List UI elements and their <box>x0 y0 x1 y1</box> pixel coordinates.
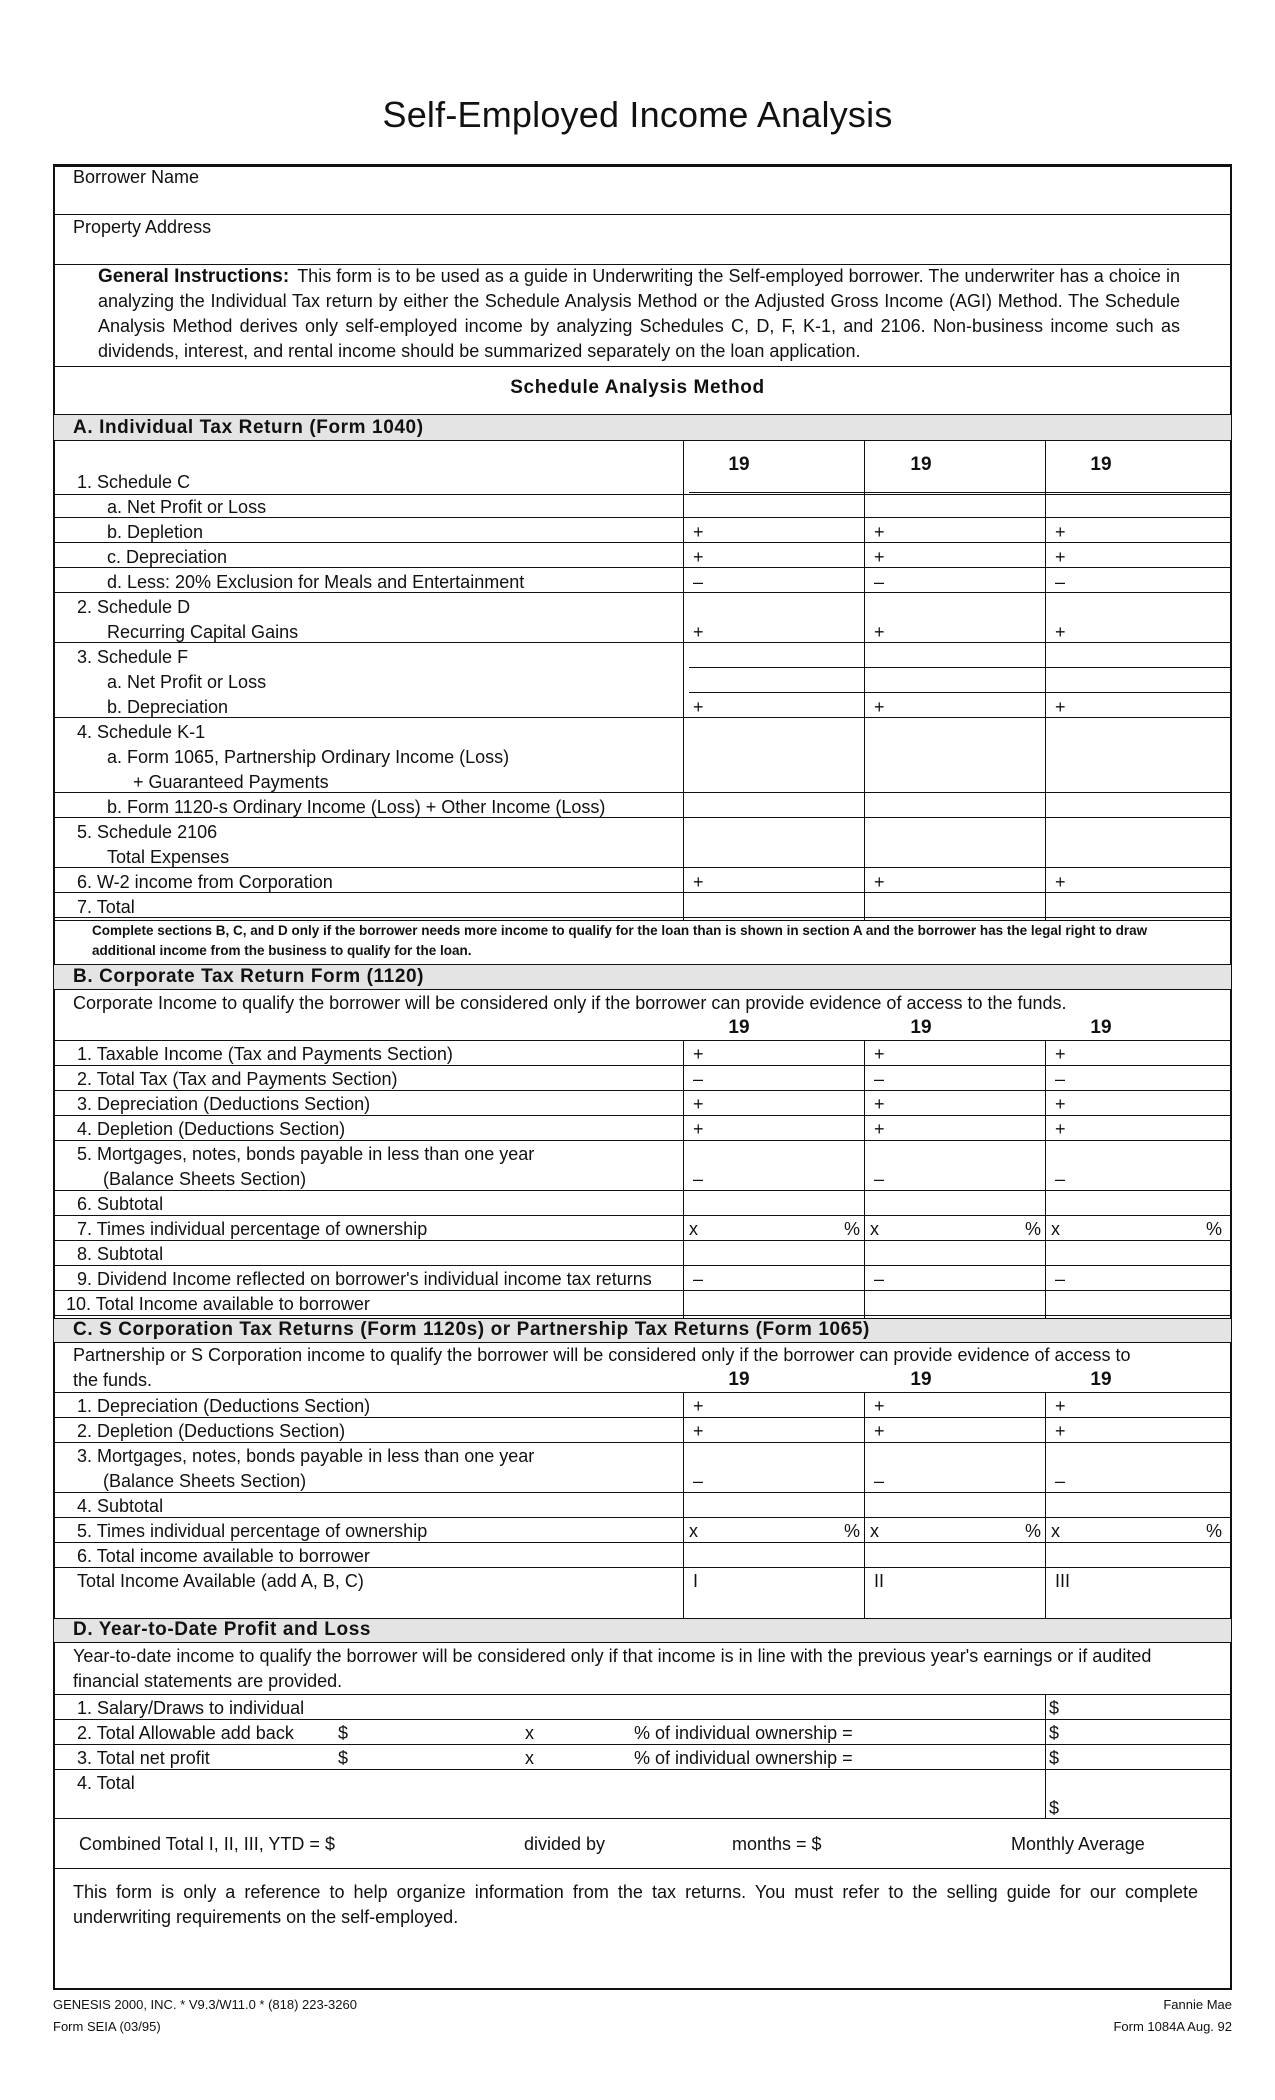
combined-total-label: Combined Total I, II, III, YTD = $ <box>79 1834 335 1854</box>
section-a-amount-field[interactable] <box>868 894 1041 915</box>
section-b-row-label: 1. Taxable Income (Tax and Payments Section) <box>77 1044 453 1064</box>
section-a-row-label: a. Form 1065, Partnership Ordinary Income (Loss) <box>107 747 510 767</box>
column-line <box>683 1392 684 1618</box>
section-a-row-label: Total Expenses <box>107 847 230 867</box>
section-b-amount-field[interactable] <box>868 1242 1041 1263</box>
section-b-amount-field[interactable] <box>687 1142 860 1188</box>
section-c-percent: % <box>844 1521 861 1541</box>
section-a-sign: + <box>1055 522 1066 542</box>
section-d-row-label: 4. Total <box>77 1773 135 1793</box>
rule-line <box>53 1769 1232 1770</box>
rule-line <box>53 917 1232 918</box>
section-a-amount-field[interactable] <box>687 544 860 565</box>
column-line <box>864 440 865 920</box>
section-b-row-label: 5. Mortgages, notes, bonds payable in less than one year <box>77 1144 535 1164</box>
section-a-sign: + <box>693 547 704 567</box>
section-a-amount-field[interactable] <box>1049 719 1226 790</box>
section-a-row-label: b. Depreciation <box>107 697 229 717</box>
section-d-ownership-text: % of individual ownership = <box>634 1748 853 1768</box>
section-a-amount-field[interactable] <box>868 794 1041 815</box>
section-a-amount-field[interactable] <box>868 519 1041 540</box>
section-a-sign: + <box>693 872 704 892</box>
section-c-amount-field[interactable] <box>687 1394 860 1415</box>
section-a-amount-field[interactable] <box>687 794 860 815</box>
rule-line <box>53 214 1232 215</box>
section-a-row-label: 5. Schedule 2106 <box>77 822 218 842</box>
rule-line <box>53 1392 1232 1393</box>
rule-line <box>53 592 1232 593</box>
section-c-percent: % <box>1025 1521 1042 1541</box>
section-c-sign: – <box>1055 1471 1066 1491</box>
rule-line <box>53 717 1232 718</box>
rule-line <box>53 892 1232 893</box>
column-line <box>683 440 684 920</box>
section-c-amount-field[interactable] <box>868 1494 1041 1515</box>
section-b-amount-field[interactable] <box>868 1117 1041 1138</box>
year-a-1: 19 <box>728 454 750 475</box>
general-instructions <box>98 264 1180 364</box>
section-a-amount-field[interactable] <box>868 644 1041 715</box>
section-a-row-label: 2. Schedule D <box>77 597 191 617</box>
section-a-row-label: a. Net Profit or Loss <box>107 672 267 692</box>
section-c-amount-field[interactable] <box>687 1444 860 1490</box>
section-b-sign: – <box>874 1169 885 1189</box>
section-b-times: x <box>689 1219 698 1239</box>
section-b-amount-field[interactable] <box>687 1242 860 1263</box>
section-a-amount-field[interactable] <box>1049 869 1226 890</box>
rule-line <box>53 440 1232 441</box>
section-d-amount-field[interactable] <box>1062 1696 1226 1717</box>
year-b-1: 19 <box>728 1017 750 1038</box>
section-b-sign: + <box>874 1119 885 1139</box>
section-a-amount-field[interactable] <box>687 819 860 865</box>
section-c-amount-field[interactable] <box>1049 1394 1226 1415</box>
section-b-sign: – <box>693 1269 704 1289</box>
section-c-sign: + <box>693 1421 704 1441</box>
section-b-row-label: 6. Subtotal <box>77 1194 164 1214</box>
section-b-sign: – <box>693 1069 704 1089</box>
section-c-intro-2: the funds. <box>73 1370 153 1390</box>
section-b-amount-field[interactable] <box>1049 1067 1226 1088</box>
section-a-row-label: 1. Schedule C <box>77 472 191 492</box>
column-line <box>1045 440 1046 920</box>
section-c-sign: – <box>693 1471 704 1491</box>
section-a-sign: – <box>1055 572 1066 592</box>
section-a-sign: + <box>874 522 885 542</box>
section-b-amount-field[interactable] <box>1049 1292 1226 1313</box>
section-a-row-label: 6. W-2 income from Corporation <box>77 872 333 892</box>
section-d-amount-field[interactable] <box>1062 1721 1226 1742</box>
section-b-sign: + <box>693 1119 704 1139</box>
rule-line <box>53 1290 1232 1291</box>
column-line <box>864 1392 865 1618</box>
section-c-times: x <box>689 1521 698 1541</box>
section-a-amount-field[interactable] <box>1049 794 1226 815</box>
section-b-sign: + <box>693 1094 704 1114</box>
section-a-amount-field[interactable] <box>868 869 1041 890</box>
footer-right-2: Form 1084A Aug. 92 <box>1113 2019 1232 2034</box>
section-a-sign: + <box>693 697 704 717</box>
section-c-row-label: 5. Times individual percentage of ownership <box>77 1521 428 1541</box>
footer-left-1: GENESIS 2000, INC. * V9.3/W11.0 * (818) 223-3260 <box>53 1997 357 2012</box>
rule-line <box>53 1744 1232 1745</box>
rule-line <box>53 792 1232 793</box>
section-b-amount-field[interactable] <box>868 1192 1041 1213</box>
section-c-amount-field[interactable] <box>868 1569 1041 1616</box>
section-d-title: D. Year-to-Date Profit and Loss <box>73 1619 372 1640</box>
section-c-percent: % <box>1206 1521 1223 1541</box>
section-b-percent: % <box>1025 1219 1042 1239</box>
section-b-sign: + <box>1055 1119 1066 1139</box>
roman-total-3: III <box>1055 1571 1071 1591</box>
section-d-ownership-text: % of individual ownership = <box>634 1723 853 1743</box>
section-a-sign: + <box>1055 547 1066 567</box>
section-c-amount-field[interactable] <box>1049 1544 1226 1565</box>
rule-line <box>53 1040 1232 1041</box>
section-b-amount-field[interactable] <box>1049 1042 1226 1063</box>
section-a-amount-field[interactable] <box>687 519 860 540</box>
section-c-amount-field[interactable] <box>687 1544 860 1565</box>
section-a-amount-field[interactable] <box>1049 569 1226 590</box>
section-a-amount-field[interactable] <box>1049 519 1226 540</box>
section-a-amount-field[interactable] <box>868 594 1041 640</box>
column-line <box>1045 1392 1046 1618</box>
section-b-amount-field[interactable] <box>868 1042 1041 1063</box>
rule-line <box>53 1090 1232 1091</box>
section-a-amount-field[interactable] <box>1049 496 1226 515</box>
year-b-2: 19 <box>910 1017 932 1038</box>
section-a-row-label: Recurring Capital Gains <box>107 622 299 642</box>
section-c-amount-field[interactable] <box>1049 1444 1226 1490</box>
rule-line <box>53 1190 1232 1191</box>
section-c-amount-field[interactable] <box>868 1544 1041 1565</box>
section-c-amount-field[interactable] <box>1049 1419 1226 1440</box>
section-a-amount-field[interactable] <box>868 544 1041 565</box>
instructions-heading: General Instructions: <box>98 266 290 287</box>
section-c-intro-1: Partnership or S Corporation income to qualify the borrower will be considered only if the borrower can provide evidence of access to <box>73 1345 1131 1365</box>
page-title: Self-Employed Income Analysis <box>382 94 893 135</box>
section-b-times: x <box>1051 1219 1060 1239</box>
section-a-sign: + <box>874 872 885 892</box>
rule-line <box>53 1694 1232 1695</box>
section-b-amount-field[interactable] <box>1049 1267 1226 1288</box>
section-a-sign: + <box>874 547 885 567</box>
rule-line <box>53 1140 1232 1141</box>
year-c-1: 19 <box>728 1369 750 1390</box>
section-c-amount-field[interactable] <box>868 1394 1041 1415</box>
disclaimer-text: This form is only a reference to help organize information from the tax returns. You must refer to the selling guide for our complete underwriting requirements on the self-employed. <box>73 1882 1198 1927</box>
borrower-name-field[interactable] <box>260 166 1220 210</box>
column-line <box>1045 1040 1046 1318</box>
section-b-sign: + <box>874 1094 885 1114</box>
section-a-amount-field[interactable] <box>687 496 860 515</box>
rule-line <box>53 1492 1232 1493</box>
section-a-amount-field[interactable] <box>687 644 860 715</box>
section-b-row-label: 3. Depreciation (Deductions Section) <box>77 1094 371 1114</box>
section-b-row-label: 2. Total Tax (Tax and Payments Section) <box>77 1069 398 1089</box>
section-c-amount-field[interactable] <box>687 1519 860 1540</box>
section-b-amount-field[interactable] <box>1049 1117 1226 1138</box>
rule-line <box>53 1442 1232 1443</box>
rule-line <box>53 1240 1232 1241</box>
rule-line <box>53 366 1232 367</box>
section-c-amount-field[interactable] <box>1049 1569 1226 1616</box>
rule-line <box>53 1517 1232 1518</box>
section-c-row-label: 1. Depreciation (Deductions Section) <box>77 1396 371 1416</box>
section-b-row-label: 9. Dividend Income reflected on borrower's individual income tax returns <box>77 1269 652 1289</box>
section-d-times: x <box>525 1723 534 1743</box>
rule-line <box>53 1818 1232 1819</box>
section-b-sign: – <box>1055 1069 1066 1089</box>
section-a-row-label: + Guaranteed Payments <box>133 772 329 792</box>
rule-line <box>53 494 1232 495</box>
method-title: Schedule Analysis Method <box>510 377 765 398</box>
section-a-row-label: a. Net Profit or Loss <box>107 497 267 517</box>
section-a-amount-field[interactable] <box>1049 544 1226 565</box>
section-b-amount-field[interactable] <box>687 1192 860 1213</box>
section-b-sign: + <box>1055 1094 1066 1114</box>
section-b-amount-field[interactable] <box>687 1067 860 1088</box>
section-b-sign: – <box>1055 1269 1066 1289</box>
footer-left-2: Form SEIA (03/95) <box>53 2019 161 2034</box>
section-b-amount-field[interactable] <box>868 1217 1041 1238</box>
section-a-title: A. Individual Tax Return (Form 1040) <box>73 417 424 438</box>
section-b-sign: – <box>874 1269 885 1289</box>
section-d-dollar: $ <box>1049 1698 1060 1718</box>
section-b-amount-field[interactable] <box>1049 1217 1226 1238</box>
section-c-amount-field[interactable] <box>868 1419 1041 1440</box>
section-c-row-label: 2. Depletion (Deductions Section) <box>77 1421 346 1441</box>
section-c-sign: – <box>874 1471 885 1491</box>
section-a-amount-field[interactable] <box>868 819 1041 865</box>
divided-by-label: divided by <box>524 1834 606 1854</box>
section-b-row-label: 8. Subtotal <box>77 1244 164 1264</box>
section-c-times: x <box>870 1521 879 1541</box>
section-a-amount-field[interactable] <box>687 894 860 915</box>
section-a-amount-field[interactable] <box>687 569 860 590</box>
rule-line <box>53 1265 1232 1266</box>
section-b-amount-field[interactable] <box>687 1267 860 1288</box>
section-b-amount-field[interactable] <box>868 1067 1041 1088</box>
section-a-row-label: d. Less: 20% Exclusion for Meals and Entertainment <box>107 572 525 592</box>
section-b-row-label: 10. Total Income available to borrower <box>66 1294 370 1314</box>
section-b-sign: + <box>1055 1044 1066 1064</box>
section-b-sign: – <box>874 1069 885 1089</box>
section-b-sign: + <box>693 1044 704 1064</box>
rule-line <box>53 1868 1232 1869</box>
section-b-amount-field[interactable] <box>687 1292 860 1313</box>
section-b-row-label: 7. Times individual percentage of ownership <box>77 1219 428 1239</box>
section-d-dollar: $ <box>1049 1723 1060 1743</box>
section-b-amount-field[interactable] <box>1049 1142 1226 1188</box>
section-d-row-label: 2. Total Allowable add back <box>77 1723 294 1743</box>
section-b-amount-field[interactable] <box>687 1092 860 1113</box>
section-a-amount-field[interactable] <box>868 719 1041 790</box>
section-a-amount-field[interactable] <box>1049 644 1226 715</box>
section-b-amount-field[interactable] <box>868 1267 1041 1288</box>
months-label: months = $ <box>732 1834 822 1854</box>
section-a-amount-field[interactable] <box>687 869 860 890</box>
rule-line <box>53 867 1232 868</box>
section-b-amount-field[interactable] <box>868 1292 1041 1313</box>
rule-line <box>53 1542 1232 1543</box>
section-b-sign: – <box>693 1169 704 1189</box>
rule-line <box>53 817 1232 818</box>
section-c-amount-field[interactable] <box>868 1444 1041 1490</box>
section-c-amount-field[interactable] <box>1049 1494 1226 1515</box>
section-d-dollar: $ <box>1049 1748 1060 1768</box>
section-a-row-label: c. Depreciation <box>107 547 228 567</box>
section-a-row-label: 3. Schedule F <box>77 647 189 667</box>
section-a-amount-field[interactable] <box>1049 819 1226 865</box>
rule-line <box>53 1567 1232 1568</box>
year-c-3: 19 <box>1090 1369 1112 1390</box>
section-b-amount-field[interactable] <box>687 1217 860 1238</box>
section-c-sign: + <box>693 1396 704 1416</box>
rule-line <box>53 1115 1232 1116</box>
section-c-row-label: 3. Mortgages, notes, bonds payable in less than one year <box>77 1446 535 1466</box>
section-c-times: x <box>1051 1521 1060 1541</box>
section-b-times: x <box>870 1219 879 1239</box>
section-b-amount-field[interactable] <box>1049 1242 1226 1263</box>
section-a-sign: + <box>874 622 885 642</box>
section-b-amount-field[interactable] <box>868 1092 1041 1113</box>
section-b-percent: % <box>844 1219 861 1239</box>
rule-line <box>53 1215 1232 1216</box>
section-a-amount-field[interactable] <box>1049 594 1226 640</box>
section-a-sign: – <box>693 572 704 592</box>
section-b-row-label: (Balance Sheets Section) <box>103 1169 307 1189</box>
section-a-sign: + <box>1055 872 1066 892</box>
year-b-3: 19 <box>1090 1017 1112 1038</box>
rule-line <box>689 492 1232 493</box>
column-line <box>683 1040 684 1318</box>
section-d-intro: Year-to-date income to qualify the borrower will be considered only if that income is in line with the previous year's earnings or if audited financial statements are provided. <box>73 1646 1152 1691</box>
section-a-note: Complete sections B, C, and D only if the borrower needs more income to qualify for the loan than is shown in section A and the borrower has the legal right to draw additional income from the business to qualify for the loan. <box>92 923 1148 958</box>
section-a-amount-field[interactable] <box>1049 894 1226 915</box>
rule-line <box>53 642 1232 643</box>
column-line <box>864 1040 865 1318</box>
section-a-sign: + <box>1055 697 1066 717</box>
section-a-amount-field[interactable] <box>687 594 860 640</box>
section-c-title: C. S Corporation Tax Returns (Form 1120s) or Partnership Tax Returns (Form 1065) <box>73 1319 870 1340</box>
section-d-dollar: $ <box>338 1723 349 1743</box>
section-b-amount-field[interactable] <box>1049 1192 1226 1213</box>
section-c-sign: + <box>874 1396 885 1416</box>
section-a-row-label: b. Form 1120-s Ordinary Income (Loss) + Other Income (Loss) <box>107 797 606 817</box>
section-c-sign: + <box>1055 1396 1066 1416</box>
section-b-title: B. Corporate Tax Return Form (1120) <box>73 966 425 987</box>
section-a-row-label: 7. Total <box>77 897 135 917</box>
section-b-amount-field[interactable] <box>868 1142 1041 1188</box>
rule-line <box>53 517 1232 518</box>
instructions-text: This form is to be used as a guide in Underwriting the Self-employed borrower. The underwriter has a choice in analyzing the Individual Tax return by either the Schedule Analysis Method or the Adjusted Gross Income (AGI) Method. The Schedule Analysis Method derives only self-employed income by analyzing Schedules C, D, F, K-1, and 2106. Non-business income such as dividends, interest, and rental income should be summarized separately on the loan application. <box>98 266 1180 361</box>
section-b-percent: % <box>1206 1219 1223 1239</box>
section-a-amount-field[interactable] <box>868 569 1041 590</box>
rule-line <box>53 1342 1232 1343</box>
year-a-3: 19 <box>1090 454 1112 475</box>
section-c-row-label: 6. Total income available to borrower <box>77 1546 370 1566</box>
section-b-intro: Corporate Income to qualify the borrower will be considered only if the borrower can provide evidence of access to the funds. <box>73 993 1067 1013</box>
section-a-amount-field[interactable] <box>687 719 860 790</box>
year-a-2: 19 <box>910 454 932 475</box>
section-b-amount-field[interactable] <box>687 1117 860 1138</box>
section-c-amount-field[interactable] <box>687 1569 860 1616</box>
borrower-name-label: Borrower Name <box>73 167 200 187</box>
section-c-row-label: (Balance Sheets Section) <box>103 1471 307 1491</box>
section-d-dollar: $ <box>338 1748 349 1768</box>
section-a-sign: – <box>874 572 885 592</box>
rule-line <box>53 1417 1232 1418</box>
section-a-sign: + <box>693 522 704 542</box>
section-a-sign: + <box>1055 622 1066 642</box>
section-d-amount-field[interactable] <box>1062 1771 1226 1816</box>
section-a-row-label: 4. Schedule K-1 <box>77 722 206 742</box>
section-a-sign: + <box>874 697 885 717</box>
property-address-field[interactable] <box>260 216 1220 262</box>
roman-total-2: II <box>874 1571 885 1591</box>
section-c-amount-field[interactable] <box>687 1419 860 1440</box>
monthly-average-label: Monthly Average <box>1011 1834 1145 1854</box>
property-address-label: Property Address <box>73 217 212 237</box>
section-c-sign: + <box>1055 1421 1066 1441</box>
section-b-amount-field[interactable] <box>687 1042 860 1063</box>
footer-right-1: Fannie Mae <box>1163 1997 1232 2012</box>
section-c-amount-field[interactable] <box>687 1494 860 1515</box>
section-c-sign: + <box>874 1421 885 1441</box>
rule-line <box>53 1642 1232 1643</box>
section-a-amount-field[interactable] <box>868 496 1041 515</box>
section-b-row-label: 4. Depletion (Deductions Section) <box>77 1119 346 1139</box>
section-a-row-label: b. Depletion <box>107 522 204 542</box>
section-b-amount-field[interactable] <box>1049 1092 1226 1113</box>
roman-total-1: I <box>693 1571 699 1591</box>
rule-line <box>53 542 1232 543</box>
section-c-amount-field[interactable] <box>868 1519 1041 1540</box>
rule-line <box>53 1065 1232 1066</box>
section-d-times: x <box>525 1748 534 1768</box>
section-d-row-label: 3. Total net profit <box>77 1748 210 1768</box>
section-d-amount-field[interactable] <box>1062 1746 1226 1767</box>
column-line <box>1045 1694 1046 1818</box>
section-c-row-label: Total Income Available (add A, B, C) <box>77 1571 364 1591</box>
year-c-2: 19 <box>910 1369 932 1390</box>
section-c-amount-field[interactable] <box>1049 1519 1226 1540</box>
rule-line <box>53 1719 1232 1720</box>
section-a-sign: + <box>693 622 704 642</box>
rule-line <box>53 989 1232 990</box>
section-b-sign: + <box>874 1044 885 1064</box>
section-c-row-label: 4. Subtotal <box>77 1496 164 1516</box>
section-d-dollar: $ <box>1049 1798 1060 1818</box>
rule-line <box>53 1315 1232 1316</box>
rule-line <box>53 567 1232 568</box>
section-d-row-label: 1. Salary/Draws to individual <box>77 1698 305 1718</box>
section-b-sign: – <box>1055 1169 1066 1189</box>
